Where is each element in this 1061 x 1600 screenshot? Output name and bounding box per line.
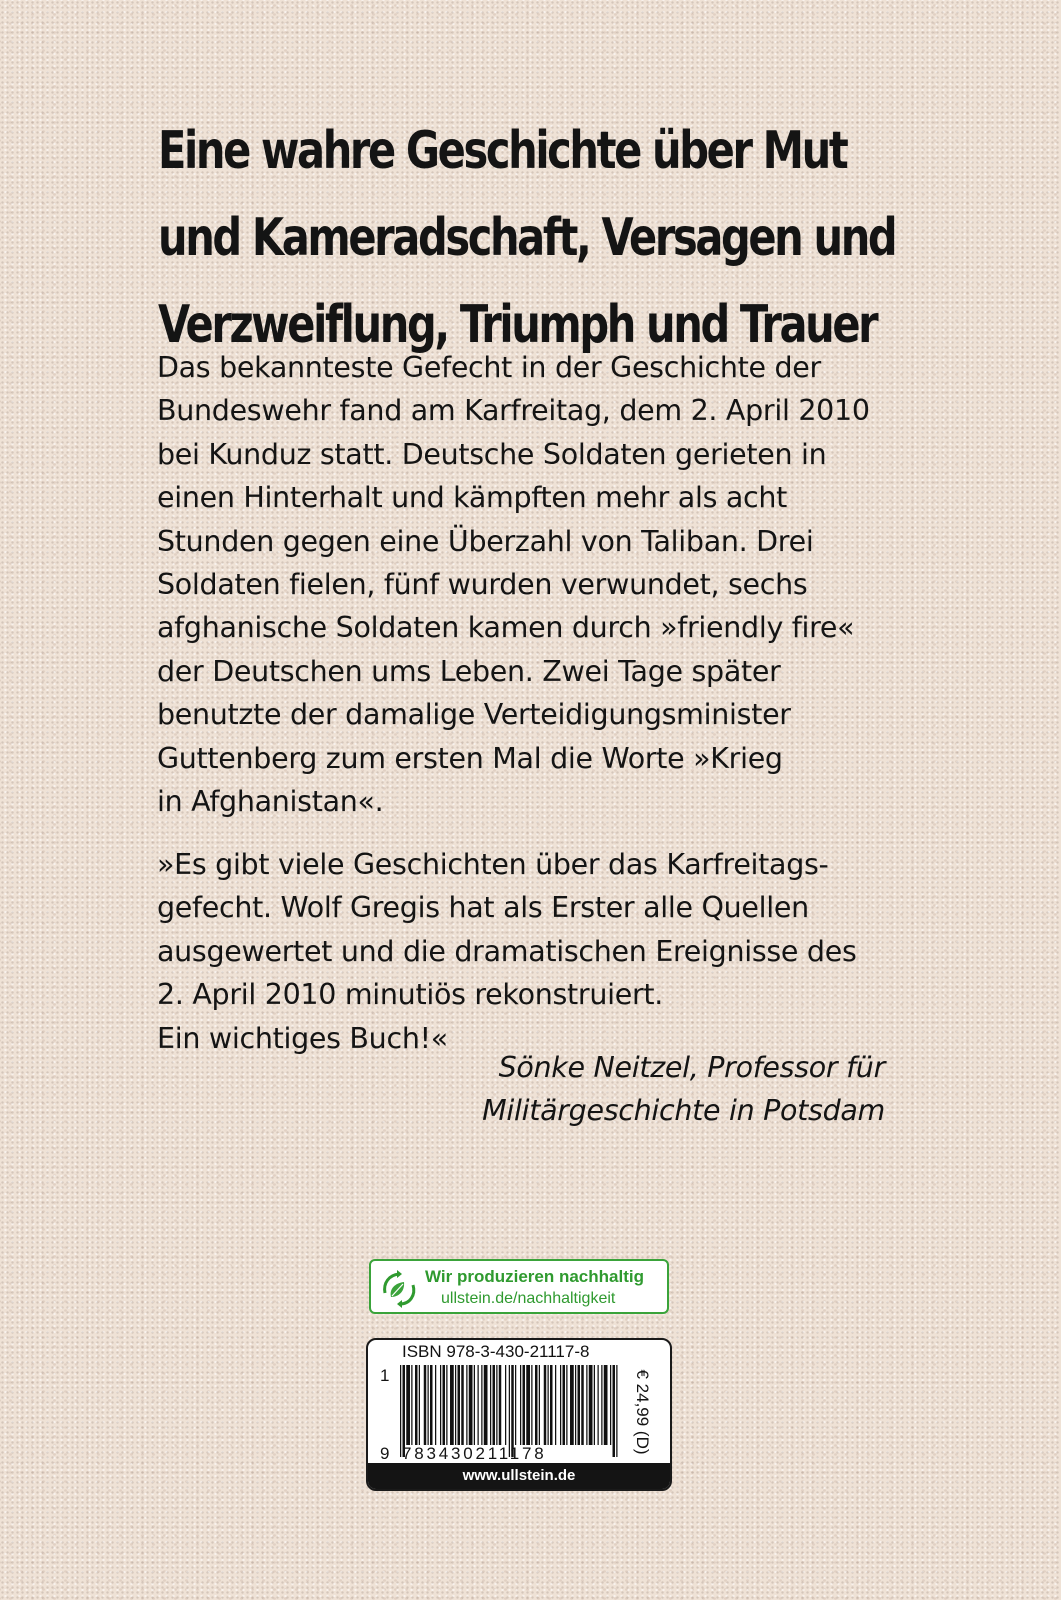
barcode-bar [575, 1365, 576, 1445]
barcode-bar [523, 1365, 526, 1445]
barcode-bar [411, 1365, 412, 1445]
barcode-bar [570, 1365, 574, 1445]
headline-line: Verzweiflung, Triumph und Trauer [158, 295, 877, 355]
isbn-barcode [366, 1338, 672, 1491]
barcode-bar [550, 1365, 553, 1445]
barcode-bar [415, 1365, 418, 1445]
barcode-bar [493, 1365, 496, 1445]
barcode-bar [616, 1365, 617, 1457]
blurb-line: Bundeswehr fand am Karfreitag, dem 2. April 2010 [157, 394, 870, 428]
headline-line: und Kameradschaft, Versagen und [158, 208, 896, 268]
barcode-bar [555, 1365, 556, 1445]
barcode-bar [539, 1365, 540, 1445]
headline-line: Eine wahre Geschichte über Mut [158, 121, 847, 181]
barcode-bar [578, 1365, 581, 1445]
barcode-bar [419, 1365, 420, 1445]
barcode-digits: 783430211178 [402, 1444, 547, 1463]
sustainability-badge [369, 1259, 669, 1314]
barcode-bar [435, 1365, 436, 1445]
barcode-bar [594, 1365, 595, 1445]
barcode-bar [544, 1365, 547, 1445]
blurb-line: afghanische Soldaten kamen durch »friendly fire« [157, 611, 855, 645]
badge-title: Wir produzieren nachhaltig [425, 1267, 644, 1286]
blurb-line: benutzte der damalige Verteidigungsminister [157, 698, 791, 732]
badge-url: ullstein.de/nachhaltigkeit [441, 1290, 616, 1307]
quote-line: »Es gibt viele Geschichten über das Karfreitags- [157, 848, 829, 881]
barcode-bar [535, 1365, 538, 1445]
barcode-top-digit: 1 [380, 1366, 390, 1385]
barcode-bar [604, 1365, 608, 1445]
barcode-bar [481, 1365, 482, 1445]
barcode-bar [428, 1365, 429, 1445]
barcode-bar [548, 1365, 549, 1445]
blurb-line: Das bekannteste Gefecht in der Geschichte der [157, 351, 821, 384]
blurb-line: in Afghanistan«. [157, 785, 384, 819]
barcode-bar [515, 1365, 516, 1445]
barcode-bar [458, 1365, 461, 1445]
barcode-bar [461, 1365, 464, 1445]
blurb-line: Stunden gegen eine Überzahl von Taliban. Drei [157, 524, 814, 558]
barcode-bar [406, 1365, 410, 1445]
blurb-line: Soldaten fielen, fünf wurden verwundet, sechs [157, 568, 808, 602]
barcode-bar [531, 1365, 532, 1445]
barcode-bar [440, 1365, 441, 1445]
barcode-bar [601, 1365, 602, 1445]
isbn-label: ISBN 978-3-430-21117-8 [402, 1342, 590, 1361]
review-quote [157, 843, 857, 1060]
barcode-bar [469, 1365, 473, 1445]
barcode-bar [566, 1365, 567, 1445]
barcode-bar [490, 1365, 491, 1445]
barcode-bar [446, 1365, 447, 1445]
quote-line: ausgewertet und die dramatischen Ereignisse des [157, 934, 857, 968]
barcode-first-digit: 9 [380, 1444, 390, 1463]
barcode-bar [610, 1365, 611, 1445]
quote-line: gefecht. Wolf Gregis hat als Erster alle Quellen [157, 891, 809, 925]
quote-line: 2. April 2010 minutiös rekonstruiert. [157, 978, 664, 1012]
quote-attribution [482, 1046, 885, 1132]
barcode-bar [455, 1365, 456, 1445]
barcode-bar [526, 1365, 530, 1445]
barcode-bar [424, 1365, 427, 1445]
barcode-bar [560, 1365, 561, 1445]
blurb-line: einen Hinterhalt und kämpften mehr als acht [157, 481, 788, 515]
barcode-bar [505, 1365, 506, 1445]
blurb-line: der Deutschen ums Leben. Zwei Tage später [157, 654, 781, 688]
blurb-paragraph [157, 346, 870, 823]
barcode-bar [581, 1365, 584, 1445]
publisher-url: www.ullstein.de [368, 1463, 670, 1489]
barcode-bar [598, 1365, 599, 1445]
barcode-bar [430, 1365, 433, 1445]
barcode-bar [484, 1365, 488, 1445]
quote-line: Ein wichtiges Buch!« [157, 1021, 448, 1055]
price-label [630, 1364, 654, 1460]
barcode-bar [499, 1365, 502, 1445]
barcode-bar [520, 1365, 521, 1445]
barcode-bar [450, 1365, 454, 1445]
barcode-bar [466, 1365, 467, 1445]
blurb-line: Guttenberg zum ersten Mal die Worte »Krieg [157, 741, 783, 775]
attribution-line: Militärgeschichte in Potsdam [482, 1094, 885, 1127]
attribution-line: Sönke Neitzel, Professor für [498, 1051, 885, 1084]
barcode-bar [443, 1365, 446, 1445]
price-text: € 24,99 (D) [633, 1369, 652, 1455]
barcode-bar [474, 1365, 475, 1445]
recycle-leaf-icon [377, 1267, 421, 1311]
barcode-bar [589, 1365, 593, 1445]
barcode-bar [496, 1365, 497, 1445]
barcode-bar [613, 1365, 616, 1457]
barcode-bar [563, 1365, 566, 1445]
barcode-bar [586, 1365, 587, 1445]
barcode-bar [478, 1365, 479, 1445]
blurb-line: bei Kunduz statt. Deutsche Soldaten gerieten in [157, 437, 827, 471]
headline [158, 108, 918, 369]
